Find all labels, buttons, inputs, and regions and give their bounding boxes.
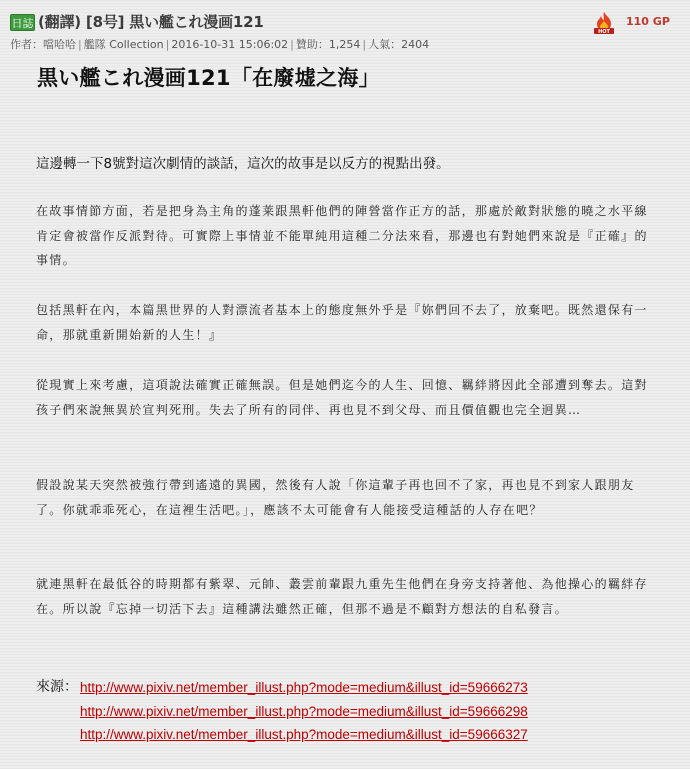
paragraph-5: 就連黑軒在最低谷的時期都有紫翠、元帥、叢雲前輩跟九重先生他們在身旁支持著他、為他操心的羈絆存在。所以說『忘掉一切活下去』這種講法雖然正確，但那不過是不顧對方想法的自私發言。: [36, 577, 648, 616]
source-link-2[interactable]: http://www.pixiv.net/member_illust.php?mode=medium&illust_id=59666298: [80, 703, 528, 719]
post-header: [0, 0, 690, 54]
source-label: 來源：: [36, 679, 78, 695]
collection-link[interactable]: 艦隊 Collection: [83, 38, 164, 51]
log-badge[interactable]: 日誌: [10, 14, 35, 31]
paragraph-3: 從現實上來考慮，這項說法確實正確無誤。但是她們迄今的人生、回憶、羈絆將因此全部遭到奪去。這對孩子們來說無異於宣判死刑。失去了所有的同伴、再也見不到父母、而且價值觀也完全迥異…: [36, 378, 648, 417]
source-links: [80, 676, 600, 747]
author[interactable]: 作者：噹哈哈: [10, 38, 76, 51]
article-title: 黒い艦これ漫画121「在廢墟之海」: [37, 66, 380, 90]
source-link-1[interactable]: http://www.pixiv.net/member_illust.php?mode=medium&illust_id=59666273: [80, 680, 528, 695]
paragraph-1: 在故事情節方面，若是把身為主角的蓬莱跟黑軒他們的陣營當作正方的話，那處於敵對狀態的曉之水平線肯定會被當作反派對待。可實際上事情並不能單純用這種二分法來看，那邊也有對她們來說是『正確』的事情。: [36, 204, 648, 267]
paragraph-2: 包括黑軒在內，本篇黑世界的人對漂流者基本上的態度無外乎是『妳們回不去了，放棄吧。既然還保有一命，那就重新開始新的人生！』: [36, 303, 648, 342]
gp-count[interactable]: 110 GP: [626, 15, 670, 28]
hot-icon: [593, 11, 615, 35]
post-date: 2016-10-31 15:06:02: [171, 38, 289, 51]
views-count: 人氣：2404: [368, 38, 430, 51]
lead-text: 這邊轉一下8號對這次劇情的談話，這次的故事是以反方的視點出發。: [36, 156, 450, 172]
post-meta: 作者：噹哈哈 | 艦隊 Collection | 2016-10-31 15:06:02 | 贊助：1,254 | 人氣：2404: [10, 38, 430, 51]
hot-label: HOT: [598, 29, 610, 35]
post-title[interactable]: (翻譯) [8号] 黒い艦これ漫画121: [38, 13, 264, 31]
paragraph-4: 假設說某天突然被強行帶到遙遠的異國，然後有人說「你這輩子再也回不了家，再也見不到家人跟朋友了。你就乖乖死心，在這裡生活吧。」，應該不太可能會有人能接受這種話的人存在吧？: [36, 478, 635, 517]
source-link-3[interactable]: http://www.pixiv.net/member_illust.php?mode=medium&illust_id=59666327: [80, 727, 528, 742]
likes-count: 贊助：1,254: [295, 38, 361, 51]
